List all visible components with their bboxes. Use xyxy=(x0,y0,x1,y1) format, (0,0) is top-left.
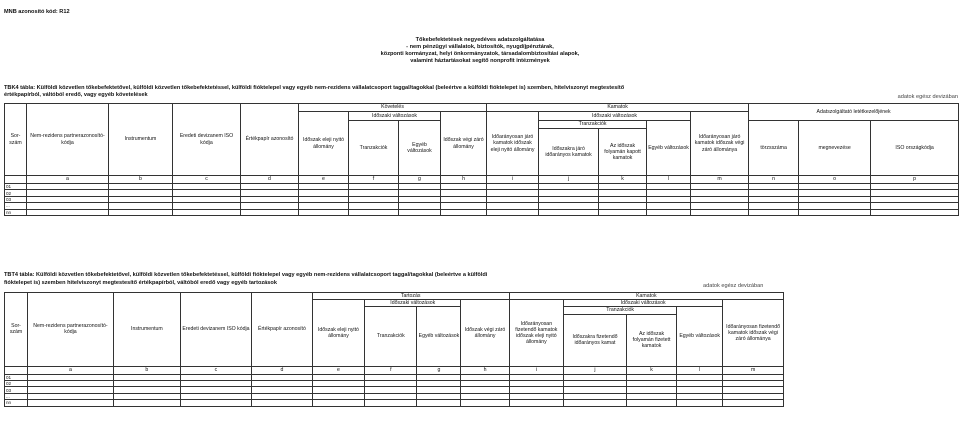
data-cell[interactable] xyxy=(691,209,749,215)
title-line-4: valamint háztartásokat segítő nonprofit intézmények xyxy=(410,58,550,64)
sub-idoszaki-valtozasok: Időszaki változások xyxy=(365,300,461,307)
col-sorszam: Sor-szám xyxy=(5,293,28,367)
letter-cell: d xyxy=(252,366,313,374)
letter-cell: g xyxy=(417,366,461,374)
sub-idoszaki-valtozasok: Időszaki változások xyxy=(349,112,441,121)
data-cell[interactable] xyxy=(723,400,784,406)
col-kamat-zaro: Időarányosan fizetendő kamatok időszak végi záró állománya xyxy=(723,300,784,366)
letter-cell: h xyxy=(461,366,509,374)
col-partner: Nem-rezidens partnerazonosító-kódja xyxy=(28,293,114,367)
tbt4-unit-label: adatok egész devizában xyxy=(703,283,764,289)
col-tranzakciok: Tranzakciók xyxy=(365,307,417,366)
row-label: 02 xyxy=(5,190,27,196)
row-label: 02 xyxy=(5,381,28,387)
letter-cell: f xyxy=(349,176,399,184)
group-tartozas: Tartozás xyxy=(312,293,509,300)
tbt4-caption-line-1: TBT4 tábla: Külföldi közvetlen tőkebefektetővel, külföldi közvetlen tőkebefektetéssel, külföldi fióktelepel vagy egyéb nem-rezidens vállalatcsoport taggal/tagokkal (beleértve a külföldi xyxy=(4,272,488,278)
col-sorszam: Sor-szám xyxy=(5,104,27,176)
col-kamat-idoszakra: Időszakra járó időarányos kamatok xyxy=(539,129,599,176)
data-cell[interactable] xyxy=(539,209,599,215)
col-deviza: Eredeti devizanem ISO kódja xyxy=(173,104,241,176)
letter-cell: o xyxy=(799,176,871,184)
letter-cell: j xyxy=(539,176,599,184)
letter-cell: m xyxy=(691,176,749,184)
col-deviza: Eredeti devizanem ISO kódja xyxy=(180,293,251,367)
tbk4-unit-label: adatok egész devizában xyxy=(897,94,958,100)
letter-cell: b xyxy=(113,366,180,374)
row-label: nn xyxy=(5,209,27,215)
tbk4-caption-line-1: TBK4 tábla: Külföldi közvetlen tőkebefektetővel, külföldi közvetlen tőkebefektetéssel, külföldi fióktelepel vagy egyéb nem-rezidens vállalatcsoport taggal/tagokkal (beleértve a külföldi fióktelepet is) szemben, hitelviszonyt megtestesítő xyxy=(4,85,625,91)
letter-cell: l xyxy=(647,176,691,184)
col-kamat-egyeb: Egyéb változások xyxy=(647,121,691,176)
col-instrumentum: Instrumentum xyxy=(109,104,173,176)
letter-cell: a xyxy=(28,366,114,374)
data-cell[interactable] xyxy=(487,209,539,215)
col-kamat-zaro: Időarányosan járó kamatok időszak végi záró állománya xyxy=(691,112,749,176)
col-partner: Nem-rezidens partnerazonosító-kódja xyxy=(27,104,109,176)
sub-kamat-idoszaki-valtozasok: Időszaki változások xyxy=(539,112,691,121)
data-cell[interactable] xyxy=(564,400,627,406)
col-kamat-idoszakra: Időszakra fizetendő időarányos kamat xyxy=(564,314,627,366)
data-cell[interactable] xyxy=(349,209,399,215)
col-kamat-egyeb: Egyéb változások xyxy=(677,307,723,366)
group-kamatok: Kamatok xyxy=(509,293,783,300)
tbt4-table xyxy=(4,292,784,407)
col-zaro: Időszak végi záró állomány xyxy=(441,112,487,176)
group-kovetelés: Követelés xyxy=(299,104,487,112)
letter-cell: m xyxy=(723,366,784,374)
data-cell[interactable] xyxy=(749,209,799,215)
data-cell[interactable] xyxy=(28,400,114,406)
col-torzsszam: törzsszáma xyxy=(749,121,799,176)
letter-cell: f xyxy=(365,366,417,374)
data-cell[interactable] xyxy=(441,209,487,215)
tbk4-table xyxy=(4,103,959,216)
title-line-3: központi kormányzat, helyi önkormányzatok, társadalombiztosítási alapok, xyxy=(380,51,580,57)
title-line-1: Tőkebefektetések negyedéves adatszolgáltatása xyxy=(415,37,545,43)
row-label: 01 xyxy=(5,374,28,380)
col-ertekpapir: Értékpapír azonosító xyxy=(252,293,313,367)
col-megnevezes: megnevezése xyxy=(799,121,871,176)
data-cell[interactable] xyxy=(109,209,173,215)
report-title xyxy=(330,37,630,65)
letter-cell: i xyxy=(487,176,539,184)
col-tranzakciok: Tranzakciók xyxy=(349,121,399,176)
data-cell[interactable] xyxy=(241,209,299,215)
data-cell[interactable] xyxy=(647,209,691,215)
letter-cell: d xyxy=(241,176,299,184)
letter-cell: l xyxy=(677,366,723,374)
data-cell[interactable] xyxy=(173,209,241,215)
sub-kamat-tranzakciok: Tranzakciók xyxy=(539,121,647,129)
letter-cell: c xyxy=(180,366,251,374)
col-kamat-nyito: Időarányosan fizetendő kamatok időszak eleji nyitó állomány xyxy=(509,300,563,366)
data-cell[interactable] xyxy=(180,400,251,406)
col-egyeb: Egyéb változások xyxy=(417,307,461,366)
data-cell[interactable] xyxy=(365,400,417,406)
data-cell[interactable] xyxy=(599,209,647,215)
row-label: ... xyxy=(5,203,27,209)
data-cell[interactable] xyxy=(27,209,109,215)
col-iso-orszag: ISO országkódja xyxy=(871,121,959,176)
data-cell[interactable] xyxy=(509,400,563,406)
letter-cell: n xyxy=(749,176,799,184)
row-label: nn xyxy=(5,400,28,406)
col-kamat-nyito: Időarányosan járó kamatok időszak eleji nyitó állomány xyxy=(487,112,539,176)
group-letetkezelo: Adatszolgáltató letétkezelőjének xyxy=(749,104,959,121)
data-cell[interactable] xyxy=(799,209,871,215)
letter-cell: e xyxy=(299,176,349,184)
letter-cell: p xyxy=(871,176,959,184)
data-cell[interactable] xyxy=(252,400,313,406)
tbt4-caption-line-2: fióktelepet is) szemben hitelviszonyt megtestesítő értékpapírból, váltóból eredő vagy egyéb tartozások xyxy=(4,280,277,286)
letter-cell: k xyxy=(626,366,676,374)
col-kamat-fizetett: Az időszak folyamán fizetett kamatok xyxy=(626,314,676,366)
letter-cell: e xyxy=(312,366,364,374)
data-cell[interactable] xyxy=(871,209,959,215)
letter-cell: j xyxy=(564,366,627,374)
sub-kamat-tranzakciok: Tranzakciók xyxy=(564,307,677,314)
data-cell[interactable] xyxy=(417,400,461,406)
data-cell[interactable] xyxy=(461,400,509,406)
data-cell[interactable] xyxy=(399,209,441,215)
table-row xyxy=(5,400,784,406)
col-nyito: Időszak eleji nyitó állomány xyxy=(312,300,364,366)
col-nyito: Időszak eleji nyitó állomány xyxy=(299,112,349,176)
col-zaro: Időszak végi záró állomány xyxy=(461,300,509,366)
col-kamat-kapott: Az időszak folyamán kapott kamatok xyxy=(599,129,647,176)
title-line-2: - nem pénzügyi vállalatok, biztosítók, nyugdíjpénztárak, xyxy=(406,44,554,50)
col-egyeb: Egyéb változások xyxy=(399,121,441,176)
col-instrumentum: Instrumentum xyxy=(113,293,180,367)
letter-cell: c xyxy=(173,176,241,184)
tbk4-caption-line-2: értékpapírból, váltóból eredő, vagy egyéb követelések xyxy=(4,92,148,98)
row-label: 01 xyxy=(5,184,27,190)
data-cell[interactable] xyxy=(312,400,364,406)
letter-cell: g xyxy=(399,176,441,184)
row-label: 03 xyxy=(5,196,27,202)
letter-cell: b xyxy=(109,176,173,184)
row-label: ... xyxy=(5,393,28,399)
sub-kamat-idoszaki-valtozasok: Időszaki változások xyxy=(564,300,723,307)
letter-cell: h xyxy=(441,176,487,184)
data-cell[interactable] xyxy=(113,400,180,406)
group-kamatok: Kamatok xyxy=(487,104,749,112)
mnb-code-label: MNB azonosító kód: R12 xyxy=(4,9,70,15)
data-cell[interactable] xyxy=(299,209,349,215)
data-cell[interactable] xyxy=(677,400,723,406)
table-row xyxy=(5,209,959,215)
col-ertekpapir: Értékpapír azonosító xyxy=(241,104,299,176)
data-cell[interactable] xyxy=(626,400,676,406)
letter-cell: a xyxy=(27,176,109,184)
letter-cell: i xyxy=(509,366,563,374)
row-label: 03 xyxy=(5,387,28,393)
letter-cell: k xyxy=(599,176,647,184)
